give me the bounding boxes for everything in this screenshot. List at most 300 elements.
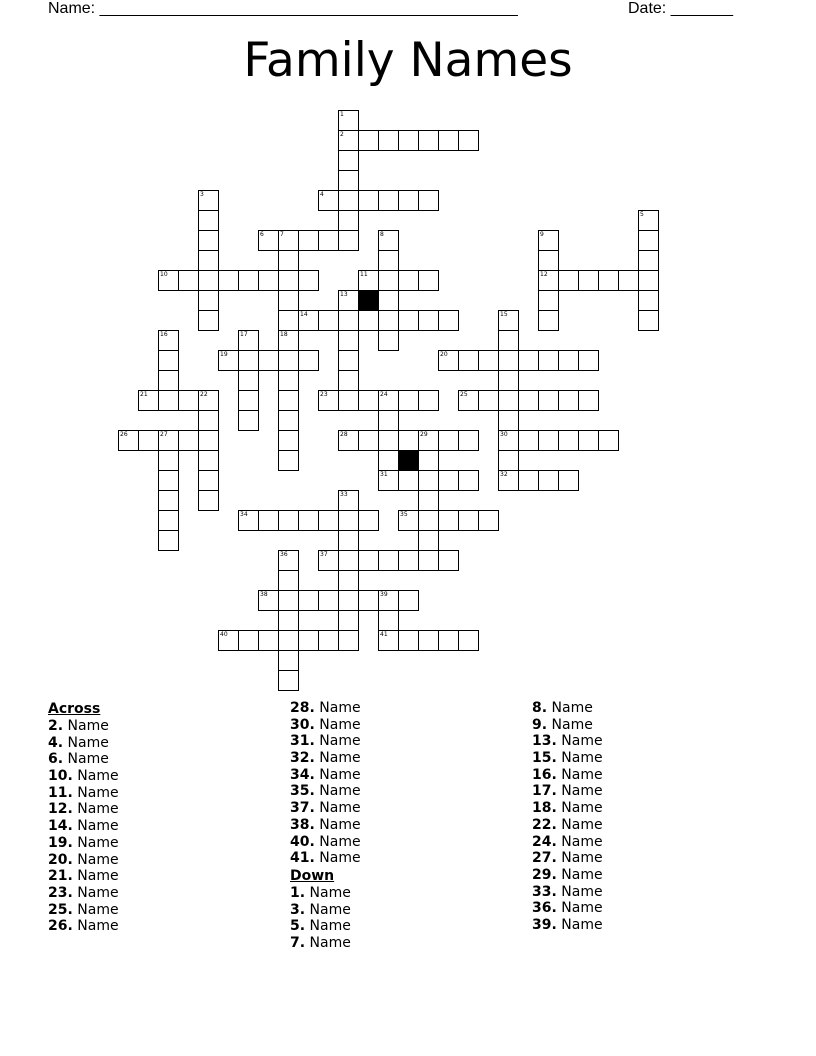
grid-cell[interactable]	[338, 610, 359, 631]
clues-column-1	[48, 700, 119, 935]
grid-cell[interactable]	[298, 510, 319, 531]
grid-cell[interactable]	[398, 430, 419, 451]
grid-cell[interactable]	[318, 190, 339, 211]
clue-number: 26	[120, 431, 128, 438]
grid-cell[interactable]	[278, 510, 299, 531]
grid-cell[interactable]	[498, 450, 519, 471]
grid-cell[interactable]	[538, 250, 559, 271]
grid-cell[interactable]	[498, 310, 519, 331]
grid-cell[interactable]	[238, 410, 259, 431]
grid-cell[interactable]	[438, 630, 459, 651]
grid-cell[interactable]	[578, 270, 599, 291]
grid-cell[interactable]	[158, 450, 179, 471]
grid-cell[interactable]	[278, 310, 299, 331]
grid-cell[interactable]	[278, 350, 299, 371]
grid-cell[interactable]	[278, 230, 299, 251]
grid-cell[interactable]	[358, 590, 379, 611]
clue-item: 40. Name	[290, 833, 361, 850]
clue-item: 9. Name	[532, 716, 593, 733]
grid-cell[interactable]	[238, 370, 259, 391]
grid-cell[interactable]	[258, 590, 279, 611]
grid-cell[interactable]	[118, 430, 139, 451]
grid-cell[interactable]	[418, 470, 439, 491]
date-field-label[interactable]: Date: _______	[628, 0, 733, 17]
grid-cell[interactable]	[338, 170, 359, 191]
grid-cell[interactable]	[138, 390, 159, 411]
grid-cell[interactable]	[378, 430, 399, 451]
grid-cell[interactable]	[538, 230, 559, 251]
clue-number: 6	[260, 231, 264, 238]
grid-cell[interactable]	[278, 610, 299, 631]
clue-number: 15	[500, 311, 508, 318]
grid-cell[interactable]	[298, 590, 319, 611]
grid-cell[interactable]	[418, 450, 439, 471]
grid-cell[interactable]	[298, 630, 319, 651]
grid-cell[interactable]	[358, 550, 379, 571]
grid-cell[interactable]	[198, 450, 219, 471]
grid-cell[interactable]	[158, 270, 179, 291]
grid-cell[interactable]	[158, 390, 179, 411]
grid-cell[interactable]	[338, 350, 359, 371]
grid-cell[interactable]	[338, 150, 359, 171]
clue-item: 1. Name	[290, 884, 351, 901]
grid-cell[interactable]	[498, 470, 519, 491]
grid-cell[interactable]	[578, 390, 599, 411]
grid-cell[interactable]	[378, 590, 399, 611]
grid-cell[interactable]	[278, 590, 299, 611]
grid-cell[interactable]	[258, 270, 279, 291]
clue-item: 7. Name	[290, 934, 351, 951]
grid-cell[interactable]	[158, 470, 179, 491]
grid-cell[interactable]	[298, 270, 319, 291]
clue-item: 28. Name	[290, 700, 361, 716]
grid-cell[interactable]	[398, 470, 419, 491]
grid-cell[interactable]	[578, 350, 599, 371]
clue-number: 8	[380, 231, 384, 238]
grid-cell[interactable]	[358, 390, 379, 411]
grid-cell[interactable]	[338, 590, 359, 611]
clue-number: 23	[320, 391, 328, 398]
clue-number: 11	[360, 271, 368, 278]
clue-number: 18	[280, 331, 288, 338]
clue-item: 23. Name	[48, 884, 119, 901]
grid-cell[interactable]	[218, 270, 239, 291]
grid-cell[interactable]	[318, 390, 339, 411]
grid-cell[interactable]	[218, 350, 239, 371]
grid-cell[interactable]	[338, 330, 359, 351]
grid-cell[interactable]	[198, 210, 219, 231]
clue-number: 35	[400, 511, 408, 518]
clue-number: 13	[340, 291, 348, 298]
grid-cell[interactable]	[338, 550, 359, 571]
grid-cell[interactable]	[518, 350, 539, 371]
clue-number: 37	[320, 551, 328, 558]
grid-cell[interactable]	[498, 410, 519, 431]
grid-cell[interactable]	[338, 390, 359, 411]
grid-cell[interactable]	[378, 390, 399, 411]
grid-cell[interactable]	[398, 190, 419, 211]
clue-number: 19	[220, 351, 228, 358]
grid-cell[interactable]	[218, 630, 239, 651]
grid-cell[interactable]	[378, 310, 399, 331]
grid-cell[interactable]	[518, 390, 539, 411]
grid-cell[interactable]	[418, 190, 439, 211]
clue-item: 34. Name	[290, 766, 361, 783]
grid-cell[interactable]	[558, 390, 579, 411]
grid-cell[interactable]	[278, 330, 299, 351]
clue-number: 3	[200, 191, 204, 198]
grid-cell[interactable]	[438, 470, 459, 491]
grid-cell[interactable]	[458, 470, 479, 491]
grid-cell[interactable]	[178, 390, 199, 411]
grid-cell[interactable]	[478, 510, 499, 531]
grid-cell[interactable]	[278, 550, 299, 571]
clue-item: 27. Name	[532, 850, 603, 867]
grid-cell[interactable]	[258, 630, 279, 651]
grid-cell[interactable]	[458, 350, 479, 371]
clue-number: 24	[380, 391, 388, 398]
grid-cell[interactable]	[238, 270, 259, 291]
clue-item: 17. Name	[532, 783, 603, 800]
grid-cell[interactable]	[398, 310, 419, 331]
clue-item: 21. Name	[48, 868, 119, 885]
grid-cell[interactable]	[278, 410, 299, 431]
grid-cell[interactable]	[158, 430, 179, 451]
clues-column-3	[532, 700, 603, 934]
grid-cell[interactable]	[338, 530, 359, 551]
grid-cell[interactable]	[638, 290, 659, 311]
grid-cell[interactable]	[318, 310, 339, 331]
clue-item: 32. Name	[290, 750, 361, 767]
clue-item: 25. Name	[48, 901, 119, 918]
grid-cell[interactable]	[338, 130, 359, 151]
grid-cell[interactable]	[278, 370, 299, 391]
grid-cell[interactable]	[358, 510, 379, 531]
clue-number: 41	[380, 631, 388, 638]
grid-cell[interactable]	[278, 650, 299, 671]
clue-item: 36. Name	[532, 900, 603, 917]
grid-cell[interactable]	[598, 270, 619, 291]
grid-cell[interactable]	[178, 430, 199, 451]
grid-cell[interactable]	[418, 510, 439, 531]
clue-number: 30	[500, 431, 508, 438]
grid-cell[interactable]	[638, 250, 659, 271]
grid-cell[interactable]	[378, 610, 399, 631]
clue-item: 12. Name	[48, 801, 119, 818]
clue-item: 31. Name	[290, 733, 361, 750]
grid-cell[interactable]	[378, 270, 399, 291]
grid-cell[interactable]	[398, 630, 419, 651]
grid-cell[interactable]	[638, 210, 659, 231]
grid-cell[interactable]	[338, 310, 359, 331]
grid-cell[interactable]	[498, 370, 519, 391]
grid-cell[interactable]	[278, 290, 299, 311]
grid-cell[interactable]	[338, 290, 359, 311]
clue-number: 27	[160, 431, 168, 438]
clue-number: 12	[540, 271, 548, 278]
clue-item: 39. Name	[532, 916, 603, 933]
grid-cell[interactable]	[438, 130, 459, 151]
grid-cell[interactable]	[418, 310, 439, 331]
grid-cell[interactable]	[578, 430, 599, 451]
name-field-label[interactable]: Name: _______________________________________________	[48, 0, 518, 17]
clue-item: 37. Name	[290, 800, 361, 817]
clue-item: 30. Name	[290, 716, 361, 733]
grid-black-square	[358, 290, 379, 311]
clue-number: 10	[160, 271, 168, 278]
grid-cell[interactable]	[378, 330, 399, 351]
clue-item: 19. Name	[48, 834, 119, 851]
grid-cell[interactable]	[178, 270, 199, 291]
clue-number: 14	[300, 311, 308, 318]
grid-cell[interactable]	[378, 230, 399, 251]
grid-cell[interactable]	[418, 530, 439, 551]
clue-item: 6. Name	[48, 751, 109, 768]
grid-cell[interactable]	[398, 130, 419, 151]
grid-cell[interactable]	[318, 510, 339, 531]
clue-item: 15. Name	[532, 750, 603, 767]
grid-cell[interactable]	[378, 290, 399, 311]
clue-item: 4. Name	[48, 734, 109, 751]
grid-cell[interactable]	[378, 470, 399, 491]
clues-column-2	[290, 700, 361, 952]
grid-cell[interactable]	[498, 330, 519, 351]
grid-cell[interactable]	[278, 270, 299, 291]
clue-number: 22	[200, 391, 208, 398]
grid-cell[interactable]	[558, 430, 579, 451]
grid-cell[interactable]	[438, 350, 459, 371]
clue-number: 17	[240, 331, 248, 338]
clue-item: 18. Name	[532, 800, 603, 817]
clues-heading-across: Across	[48, 701, 101, 717]
grid-cell[interactable]	[238, 630, 259, 651]
grid-cell[interactable]	[458, 630, 479, 651]
clue-number: 7	[280, 231, 284, 238]
clue-number: 33	[340, 491, 348, 498]
grid-cell[interactable]	[278, 570, 299, 591]
clue-number: 32	[500, 471, 508, 478]
grid-cell[interactable]	[278, 390, 299, 411]
clue-number: 21	[140, 391, 148, 398]
clue-item: 33. Name	[532, 883, 603, 900]
grid-cell[interactable]	[398, 390, 419, 411]
clue-number: 4	[320, 191, 324, 198]
grid-cell[interactable]	[538, 390, 559, 411]
grid-cell[interactable]	[338, 630, 359, 651]
clue-number: 36	[280, 551, 288, 558]
grid-cell[interactable]	[538, 270, 559, 291]
grid-cell[interactable]	[438, 550, 459, 571]
grid-cell[interactable]	[258, 350, 279, 371]
grid-cell[interactable]	[158, 350, 179, 371]
grid-cell[interactable]	[238, 350, 259, 371]
clue-number: 40	[220, 631, 228, 638]
clue-item: 3. Name	[290, 901, 351, 918]
clue-item: 13. Name	[532, 733, 603, 750]
clue-number: 38	[260, 591, 268, 598]
grid-black-square	[398, 450, 419, 471]
grid-cell[interactable]	[378, 630, 399, 651]
grid-cell[interactable]	[198, 230, 219, 251]
clue-item: 14. Name	[48, 818, 119, 835]
grid-cell[interactable]	[558, 350, 579, 371]
grid-cell[interactable]	[338, 490, 359, 511]
grid-cell[interactable]	[238, 510, 259, 531]
clue-number: 16	[160, 331, 168, 338]
grid-cell[interactable]	[338, 570, 359, 591]
clue-item: 41. Name	[290, 850, 361, 867]
grid-cell[interactable]	[158, 510, 179, 531]
clue-number: 9	[540, 231, 544, 238]
grid-cell[interactable]	[338, 190, 359, 211]
grid-cell[interactable]	[358, 130, 379, 151]
clue-item: 38. Name	[290, 816, 361, 833]
grid-cell[interactable]	[418, 550, 439, 571]
grid-cell[interactable]	[558, 270, 579, 291]
grid-cell[interactable]	[198, 310, 219, 331]
clue-number: 5	[640, 211, 644, 218]
grid-cell[interactable]	[358, 190, 379, 211]
grid-cell[interactable]	[438, 510, 459, 531]
grid-cell[interactable]	[518, 470, 539, 491]
grid-cell[interactable]	[298, 350, 319, 371]
clue-number: 2	[340, 131, 344, 138]
grid-cell[interactable]	[598, 430, 619, 451]
grid-cell[interactable]	[558, 470, 579, 491]
clue-item: 10. Name	[48, 768, 119, 785]
grid-cell[interactable]	[158, 530, 179, 551]
grid-cell[interactable]	[398, 550, 419, 571]
grid-cell[interactable]	[458, 430, 479, 451]
grid-cell[interactable]	[438, 310, 459, 331]
grid-cell[interactable]	[458, 390, 479, 411]
grid-cell[interactable]	[278, 430, 299, 451]
grid-cell[interactable]	[198, 410, 219, 431]
grid-cell[interactable]	[298, 310, 319, 331]
grid-cell[interactable]	[318, 230, 339, 251]
grid-cell[interactable]	[338, 430, 359, 451]
grid-cell[interactable]	[638, 310, 659, 331]
grid-cell[interactable]	[378, 450, 399, 471]
grid-cell[interactable]	[418, 630, 439, 651]
grid-cell[interactable]	[318, 630, 339, 651]
grid-cell[interactable]	[358, 270, 379, 291]
grid-cell[interactable]	[158, 370, 179, 391]
grid-cell[interactable]	[378, 190, 399, 211]
clue-item: 26. Name	[48, 918, 119, 935]
clue-item: 5. Name	[290, 918, 351, 935]
grid-cell[interactable]	[418, 130, 439, 151]
clue-item: 11. Name	[48, 784, 119, 801]
grid-cell[interactable]	[158, 490, 179, 511]
grid-cell[interactable]	[278, 250, 299, 271]
clue-number: 34	[240, 511, 248, 518]
clue-item: 24. Name	[532, 833, 603, 850]
grid-cell[interactable]	[198, 470, 219, 491]
grid-cell[interactable]	[258, 230, 279, 251]
grid-cell[interactable]	[498, 390, 519, 411]
clue-number: 31	[380, 471, 388, 478]
grid-cell[interactable]	[198, 190, 219, 211]
grid-cell[interactable]	[498, 350, 519, 371]
grid-cell[interactable]	[338, 230, 359, 251]
grid-cell[interactable]	[298, 230, 319, 251]
grid-cell[interactable]	[198, 490, 219, 511]
grid-cell[interactable]	[338, 210, 359, 231]
grid-cell[interactable]	[478, 350, 499, 371]
grid-cell[interactable]	[538, 290, 559, 311]
grid-cell[interactable]	[318, 590, 339, 611]
grid-cell[interactable]	[398, 270, 419, 291]
grid-cell[interactable]	[618, 270, 639, 291]
grid-cell[interactable]	[198, 250, 219, 271]
grid-cell[interactable]	[238, 330, 259, 351]
grid-cell[interactable]	[378, 550, 399, 571]
grid-cell[interactable]	[378, 130, 399, 151]
clue-item: 29. Name	[532, 866, 603, 883]
clue-number: 28	[340, 431, 348, 438]
grid-cell[interactable]	[278, 450, 299, 471]
grid-cell[interactable]	[418, 490, 439, 511]
grid-cell[interactable]	[538, 310, 559, 331]
clue-number: 39	[380, 591, 388, 598]
grid-cell[interactable]	[138, 430, 159, 451]
grid-cell[interactable]	[438, 430, 459, 451]
grid-cell[interactable]	[358, 430, 379, 451]
grid-cell[interactable]	[398, 510, 419, 531]
grid-cell[interactable]	[458, 510, 479, 531]
clue-number: 25	[460, 391, 468, 398]
grid-cell[interactable]	[198, 290, 219, 311]
grid-cell[interactable]	[198, 430, 219, 451]
grid-cell[interactable]	[158, 330, 179, 351]
grid-cell[interactable]	[338, 510, 359, 531]
clues-heading-down: Down	[290, 867, 335, 884]
clue-item: 16. Name	[532, 766, 603, 783]
grid-cell[interactable]	[398, 590, 419, 611]
grid-cell[interactable]	[518, 430, 539, 451]
grid-cell[interactable]	[318, 550, 339, 571]
grid-cell[interactable]	[238, 390, 259, 411]
grid-cell[interactable]	[198, 390, 219, 411]
grid-cell[interactable]	[538, 470, 559, 491]
clue-number: 29	[420, 431, 428, 438]
grid-cell[interactable]	[418, 430, 439, 451]
clue-number: 1	[340, 111, 344, 118]
grid-cell[interactable]	[538, 430, 559, 451]
grid-cell[interactable]	[638, 270, 659, 291]
grid-cell[interactable]	[358, 310, 379, 331]
grid-cell[interactable]	[638, 230, 659, 251]
clue-item: 20. Name	[48, 851, 119, 868]
grid-cell[interactable]	[278, 670, 299, 691]
grid-cell[interactable]	[378, 250, 399, 271]
grid-cell[interactable]	[258, 510, 279, 531]
grid-cell[interactable]	[198, 270, 219, 291]
clue-number: 20	[440, 351, 448, 358]
grid-cell[interactable]	[538, 350, 559, 371]
grid-cell[interactable]	[338, 110, 359, 131]
grid-cell[interactable]	[338, 370, 359, 391]
grid-cell[interactable]	[458, 130, 479, 151]
grid-cell[interactable]	[478, 390, 499, 411]
grid-cell[interactable]	[278, 630, 299, 651]
grid-cell[interactable]	[418, 270, 439, 291]
grid-cell[interactable]	[498, 430, 519, 451]
clue-item: 2. Name	[48, 718, 109, 734]
grid-cell[interactable]	[378, 410, 399, 431]
grid-cell[interactable]	[418, 390, 439, 411]
